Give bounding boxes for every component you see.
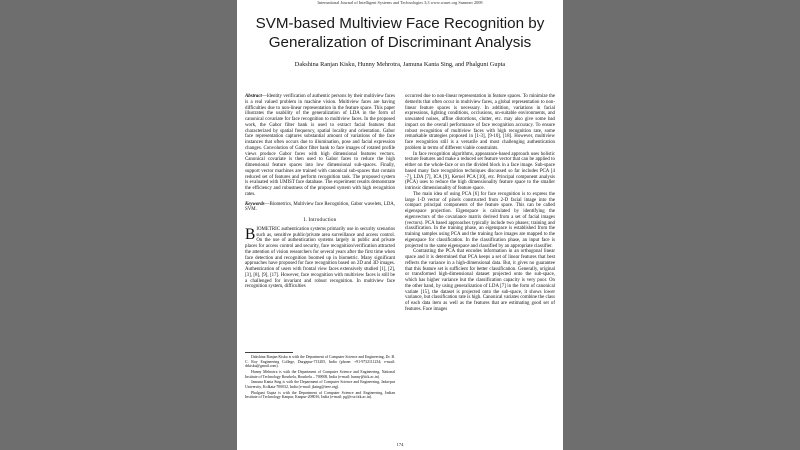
section-heading-introduction: I. Introduction xyxy=(303,217,337,223)
body-paragraph: Contrasting the PCA that encodes information in an orthogonal linear space and it is determined that PCA keeps a set of linear features that best reflects the variance in a high-dimensional data. But, it gives no guarantee that this feature set is sufficient for better classification. Generally, original or transformed high-dimensional dataset projected onto the sub-space, which has higher variance but the classification capacity is very poor. On the other hand, by using generalization of LDA [7] in the form of canonical variate [15], the dataset is projected onto the sub-space, it shows lower variance, but classification rate is high. Canonical variates combine the class of each data item as well as the features that are estimating good set of features. Face images xyxy=(405,249,555,312)
body-paragraph: In face recognition algorithms, appearance-based approach uses holistic texture features and make a reduced set feature vector that can be applied to either on the whole-face or on the divided block in a face image. Sub-space based many face recognition techniques discussed so far includes PCA [4 -7], LDA [7], ICA [9], Kernel PCA [10], etc. Principal component analysis (PCA) uses to reduce the high dimensionality feature space to the smaller intrinsic dimensionality of feature space. xyxy=(405,151,555,191)
intro-paragraph-text: IOMETRIC authentication systems primarily use in security scenarios such as, sensitive public/private area surveillance and access control. On the use of authentication systems largely in public and private places for access control and security, face recognition/verification attracted the attention of vision researchers for several years after the first time when face detection and recognition boomed up in biometric. Many significant approaches have proposed for face recognition based on 2D and 3D images. Authentication of users with frontal view faces extensively studied [1], [2], [3], [8], [9], [17]. However, face recognition with multiview faces is still be a challenged for invariant and robust recognition. In multiview face recognition system, difficulties xyxy=(245,226,395,290)
author-footnotes xyxy=(245,352,395,401)
intro-paragraph xyxy=(245,227,395,290)
keywords xyxy=(245,202,395,214)
footnote-item: Phalguni Gupta is with the Department of Computer Science and Engineering, Indian Institute of Technology Kanpur, Kanpur-208016, India (e-mail: pg@cse.iitk.ac.in). xyxy=(245,390,395,400)
abstract-text: —Identity verification of authentic persons by their multiview faces is a real valued problem in machine vision. Multiview faces are having difficulties due to non-linear representation in the feature space. This paper illustrates the usability of the generalization of LDA in the form of canonical covariate for face recognition to multiview faces. In the proposed work, the Gabor filter bank is used to extract facial features that characterized by spatial frequency, spatial locality and orientation. Gabor face representation captures substantial amount of variations of the face instances that often occurs due to illumination, pose and facial expression changes. Convolution of Gabor filter bank to face images of rotated profile views produce Gabor faces with high dimensional features vectors. Canonical covariate is then used to Gabor faces to reduce the high dimensional feature spaces into low dimensional sub-spaces. Finally, support vector machines are trained with canonical sub-spaces that contain reduced set of features and perform recognition task. The proposed system is evaluated with UMIST face database. The experiment results demonstrate the efficiency and robustness of the proposed system with high recognition rates. xyxy=(245,94,395,197)
keywords-label: Keywords xyxy=(245,201,265,207)
author-list: Dakshina Ranjan Kisku, Hunny Mehrotra, Jamuna Kanta Sing, and Phalguni Gupta xyxy=(294,61,506,68)
keywords-text: —Biometrics, Multiview face Recognition, Gabor wavelets, LDA, SVM. xyxy=(245,201,395,213)
abstract xyxy=(245,94,395,198)
body-paragraph: The main idea of using PCA [6] for face recognition is to express the large 1-D vector of pixels constructed from 2-D facial image into the compact principal components of the feature space. This can be called eigenspace projection. Eigenspace is calculated by identifying the eigenvectors of the covariance matrix derived from a set of facial images (vectors). PCA based approaches typically include two phases; training and classification. In the training phase, an eigenspace is established from the training samples using PCA and the training face images are mapped to the eigenspace for classification. In the classification phase, an input face is projected to the same eigenspace and classified by an appropriate classifier. xyxy=(405,191,555,249)
journal-header: International Journal of Intelligent Systems and Technologies 3;3 www.waset.org Summer 2008 xyxy=(317,0,483,5)
footnote-divider xyxy=(245,352,293,353)
abstract-label: Abstract xyxy=(245,94,262,99)
right-column xyxy=(405,94,555,313)
paper-page xyxy=(237,0,563,450)
footnote-item: Jamuna Kanta Sing is with the Department of Computer Science and Engineering, Jadavpur University, Kolkata-700032, India (e-mail: jksing@ieee.org). xyxy=(245,380,395,389)
page-number: 174 xyxy=(396,442,404,447)
footnote-item: Dakshina Ranjan Kisku is with the Department of Computer Science and Engineering, Dr. B. C. Roy Engineering College, Durgapur-713205, India (phone: +91-9732111234; e-mail: drkisku@gmail.com). xyxy=(245,355,395,369)
footnote-item: Hunny Mehrotra is with the Department of Computer Science and Engineering, National Institute of Technology Rourkela, Rourkela – 769008, India (e-mail: hunny@iitk.ac.in). xyxy=(245,369,395,379)
left-column xyxy=(245,94,395,290)
body-paragraph: occurred due to non-linear representation in feature spaces. To minimize the demerits that often occur in multiview faces, a global representation to non-linear feature spaces is necessary. In addition, variations in facial expressions, lighting conditions, occlusions, un-suitable environments, and unwanted noises, affine distortions, clutter, etc. may also give some bad impact on the overall performance of face recognition accuracy. To ensure robust recognition of multiview faces with high recognition rate, some remarkable strategies proposed in [1-3], [9-10], [18]. However, multiview face recognition still is a versatile and most challenging authentication problem in terms of different viable constraints. xyxy=(405,94,555,151)
paper-title: SVM-based Multiview Face Recognition by Generalization of Discriminant Analysis xyxy=(255,15,545,51)
drop-cap: B xyxy=(245,225,256,243)
